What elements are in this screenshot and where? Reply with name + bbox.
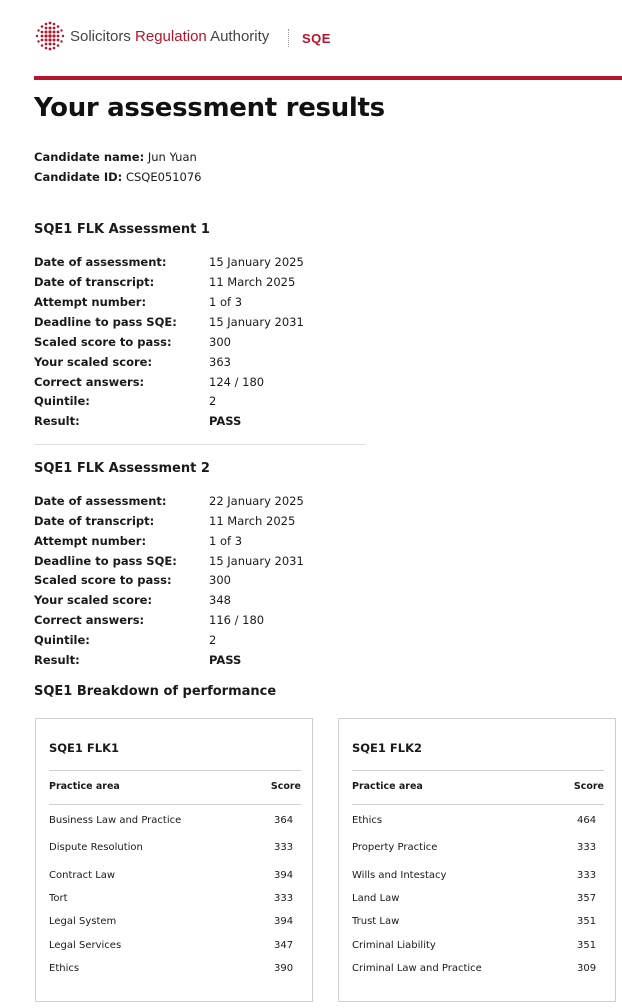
card-rule (352, 770, 604, 771)
logo-separator (288, 29, 289, 47)
candidate-id: Candidate ID: CSQE051076 (34, 170, 202, 184)
card-title: SQE1 FLK2 (352, 741, 423, 755)
candidate-name: Candidate name: Jun Yuan (34, 150, 197, 164)
table-row: Tort 333 (49, 893, 294, 904)
section-divider (34, 444, 366, 445)
table-row: Wills and Intestacy 333 (352, 870, 597, 881)
sqe-label: SQE (302, 31, 331, 46)
card-rule (49, 770, 301, 771)
table-row: Contract Law 394 (49, 870, 294, 881)
table-row: Ethics 464 (352, 815, 597, 826)
table-row: Land Law 357 (352, 893, 597, 904)
table-row: Ethics 390 (49, 963, 294, 974)
card-title: SQE1 FLK1 (49, 741, 120, 755)
card-rule (352, 804, 604, 805)
table-row: Legal Services 347 (49, 940, 294, 951)
site-header (34, 20, 594, 54)
sra-logo-icon (34, 20, 66, 52)
table-row: Criminal Liability 351 (352, 940, 597, 951)
assessment-2-title: SQE1 FLK Assessment 2 (34, 461, 210, 476)
card-rule (49, 804, 301, 805)
table-row: Trust Law 351 (352, 916, 597, 927)
flk2-card: SQE1 FLK2 Practice area Score Ethics 464 Property Practice 333 Wills and Intestacy 333 Land Law 357 Trust Law 351 Criminal Liability 351 Criminal Law and Practice 309 (338, 718, 616, 1002)
flk1-card: SQE1 FLK1 Practice area Score Business Law and Practice 364 Dispute Resolution 333 Contract Law 394 Tort 333 Legal System 394 Legal Services 347 Ethics 390 (35, 718, 313, 1002)
page-title: Your assessment results (34, 93, 385, 123)
table-row: Criminal Law and Practice 309 (352, 963, 597, 974)
header-rule (34, 76, 622, 80)
table-row: Property Practice 333 (352, 842, 597, 853)
table-row: Business Law and Practice 364 (49, 815, 294, 826)
table-row: Legal System 394 (49, 916, 294, 927)
logo-wordmark: Solicitors Regulation Authority (70, 28, 270, 45)
assessment-1-title: SQE1 FLK Assessment 1 (34, 222, 210, 237)
table-row: Dispute Resolution 333 (49, 842, 294, 853)
breakdown-title: SQE1 Breakdown of performance (34, 684, 277, 699)
